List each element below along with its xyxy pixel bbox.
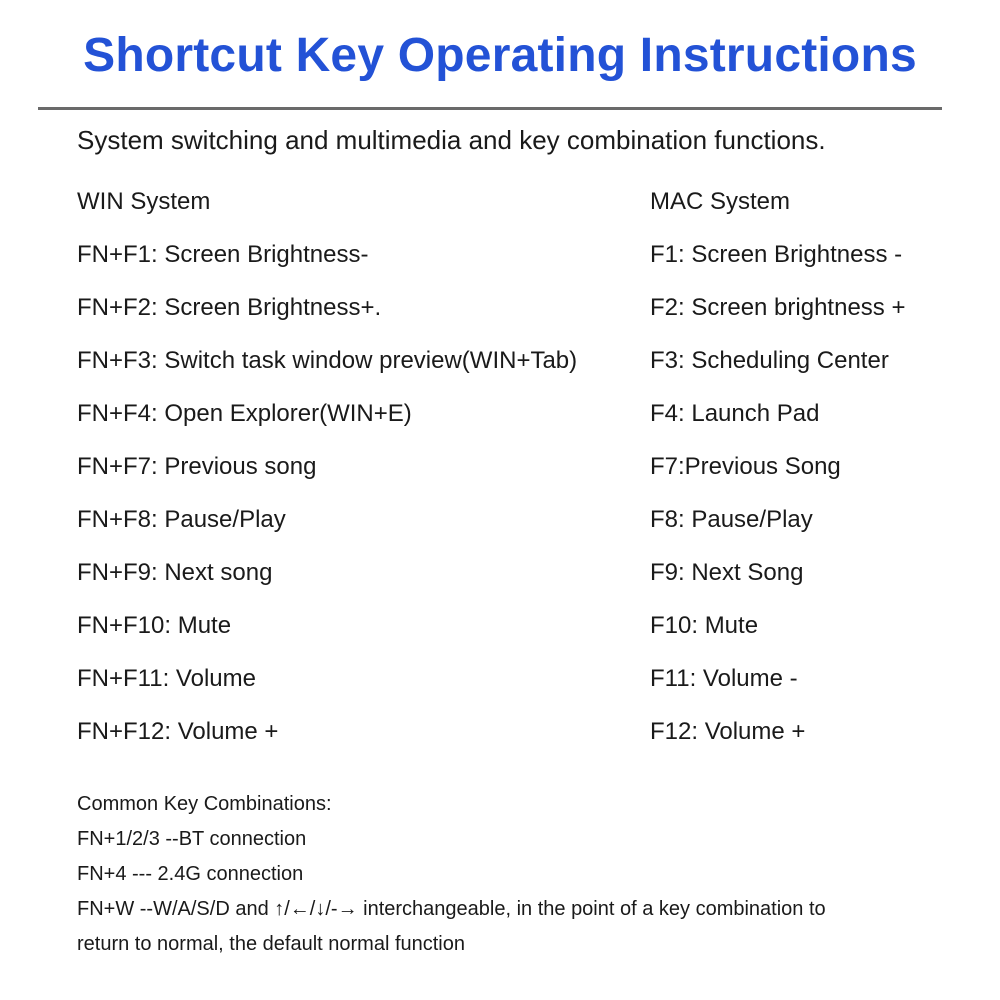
common-combinations [77, 787, 977, 962]
mac-shortcut-item: F4: Launch Pad [650, 400, 820, 427]
common-combinations-heading: Common Key Combinations: [77, 793, 332, 815]
win-shortcut-item: FN+F2: Screen Brightness+. [77, 294, 382, 321]
mac-shortcut-item: F7:Previous Song [650, 453, 841, 480]
win-shortcut-item: FN+F11: Volume [77, 665, 256, 692]
win-shortcut-item: FN+F12: Volume + [77, 718, 279, 745]
combination-line: FN+4 --- 2.4G connection [77, 863, 304, 885]
title-divider [38, 107, 942, 110]
win-shortcut-item: FN+F1: Screen Brightness- [77, 241, 369, 268]
win-shortcut-item: FN+F10: Mute [77, 612, 232, 639]
mac-system-heading: MAC System [650, 188, 791, 215]
win-shortcut-item: FN+F9: Next song [77, 559, 273, 586]
subtitle: System switching and multimedia and key combination functions. [77, 125, 826, 155]
mac-shortcut-item: F3: Scheduling Center [650, 347, 889, 374]
mac-system-list [650, 185, 980, 768]
mac-shortcut-item: F1: Screen Brightness - [650, 241, 903, 268]
combination-line: return to normal, the default normal function [77, 933, 465, 955]
mac-shortcut-item: F2: Screen brightness + [650, 294, 906, 321]
win-system-list [77, 185, 647, 768]
win-shortcut-item: FN+F4: Open Explorer(WIN+E) [77, 400, 412, 427]
win-system-heading: WIN System [77, 188, 211, 215]
mac-shortcut-item: F11: Volume - [650, 665, 798, 692]
mac-shortcut-item: F9: Next Song [650, 559, 804, 586]
win-shortcut-item: FN+F3: Switch task window preview(WIN+Tab) [77, 347, 578, 374]
mac-shortcut-item: F12: Volume + [650, 718, 806, 745]
combination-line: FN+W --W/A/S/D and ↑/←/↓/-→ interchangeable, in the point of a key combination to [77, 898, 826, 920]
combination-line: FN+1/2/3 --BT connection [77, 828, 307, 850]
win-shortcut-item: FN+F7: Previous song [77, 453, 317, 480]
page-title: Shortcut Key Operating Instructions [83, 29, 917, 82]
mac-shortcut-item: F8: Pause/Play [650, 506, 813, 533]
win-shortcut-item: FN+F8: Pause/Play [77, 506, 286, 533]
mac-shortcut-item: F10: Mute [650, 612, 759, 639]
